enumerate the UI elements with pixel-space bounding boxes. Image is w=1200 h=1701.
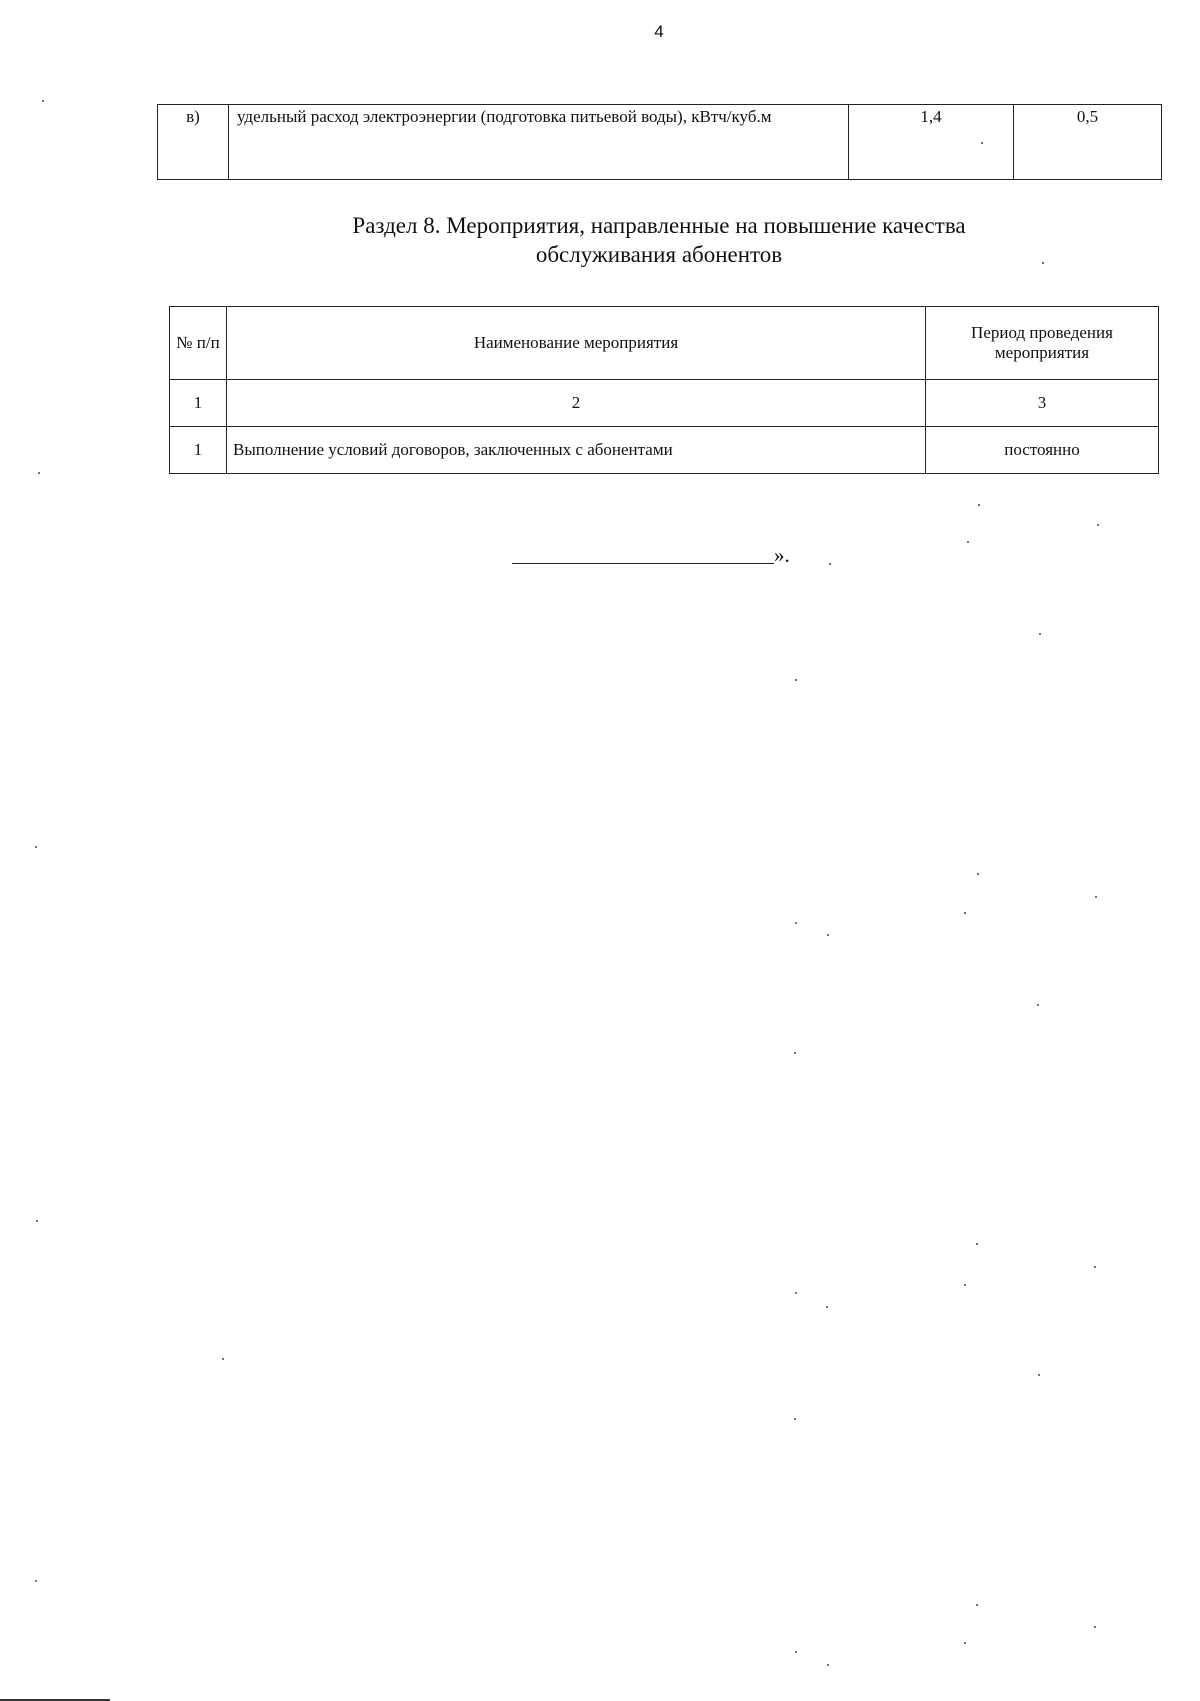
table-row — [170, 427, 1159, 474]
scan-speck — [35, 1580, 37, 1582]
section-title-line-1: Раздел 8. Мероприятия, направленные на повышение качества — [352, 213, 966, 238]
scan-speck — [1094, 1626, 1096, 1628]
item-value-2: 0,5 — [1014, 105, 1162, 180]
row-measure-name: Выполнение условий договоров, заключенных с абонентами — [227, 427, 926, 474]
scan-speck — [826, 1306, 828, 1308]
scan-speck — [978, 504, 980, 506]
scan-speck — [1038, 1374, 1040, 1376]
scan-speck — [1042, 262, 1044, 264]
closing-quote: ». — [774, 543, 790, 567]
scan-speck — [1094, 1266, 1096, 1268]
scan-speck — [795, 1292, 797, 1294]
scan-speck — [1095, 896, 1097, 898]
scan-speck — [967, 541, 969, 543]
scan-speck — [795, 1651, 797, 1653]
scan-speck — [981, 142, 983, 144]
scan-speck — [38, 472, 40, 474]
item-value-1: 1,4 — [849, 105, 1014, 180]
measures-table — [169, 306, 1159, 474]
scan-speck — [35, 846, 37, 848]
row-num: 1 — [170, 427, 227, 474]
item-description: удельный расход электроэнергии (подготовка питьевой воды), кВтч/куб.м — [229, 105, 849, 180]
signature-line — [512, 563, 774, 564]
scan-speck — [964, 912, 966, 914]
item-letter: в) — [158, 105, 229, 180]
page-number: 4 — [654, 22, 664, 41]
scan-speck — [827, 1664, 829, 1666]
scan-speck — [976, 1604, 978, 1606]
row-period: постоянно — [926, 427, 1159, 474]
section-title-line-2: обслуживания абонентов — [535, 241, 783, 267]
scan-speck — [1097, 524, 1099, 526]
header-period: Период проведения мероприятия — [926, 307, 1159, 380]
scan-speck — [36, 1220, 38, 1222]
scan-speck — [827, 934, 829, 936]
scan-speck — [794, 1052, 796, 1054]
scan-speck — [964, 1284, 966, 1286]
scan-speck — [829, 563, 831, 565]
scan-speck — [1037, 1004, 1039, 1006]
table-row — [158, 105, 1162, 180]
column-number-3: 3 — [926, 380, 1159, 427]
scan-speck — [795, 922, 797, 924]
column-number-2: 2 — [227, 380, 926, 427]
closing-mark — [512, 543, 790, 568]
section-title — [0, 212, 1200, 270]
scan-speck — [977, 873, 979, 875]
table-header-row — [170, 307, 1159, 380]
scan-speck — [795, 679, 797, 681]
scan-speck — [794, 1418, 796, 1420]
scan-speck — [964, 1642, 966, 1644]
scan-speck — [976, 1243, 978, 1245]
continuation-table — [157, 104, 1162, 180]
header-name: Наименование мероприятия — [227, 307, 926, 380]
column-numbers-row — [170, 380, 1159, 427]
column-number-1: 1 — [170, 380, 227, 427]
scan-speck — [222, 1358, 224, 1360]
scan-speck — [1039, 633, 1041, 635]
header-num: № п/п — [170, 307, 227, 380]
scan-speck — [42, 100, 44, 102]
